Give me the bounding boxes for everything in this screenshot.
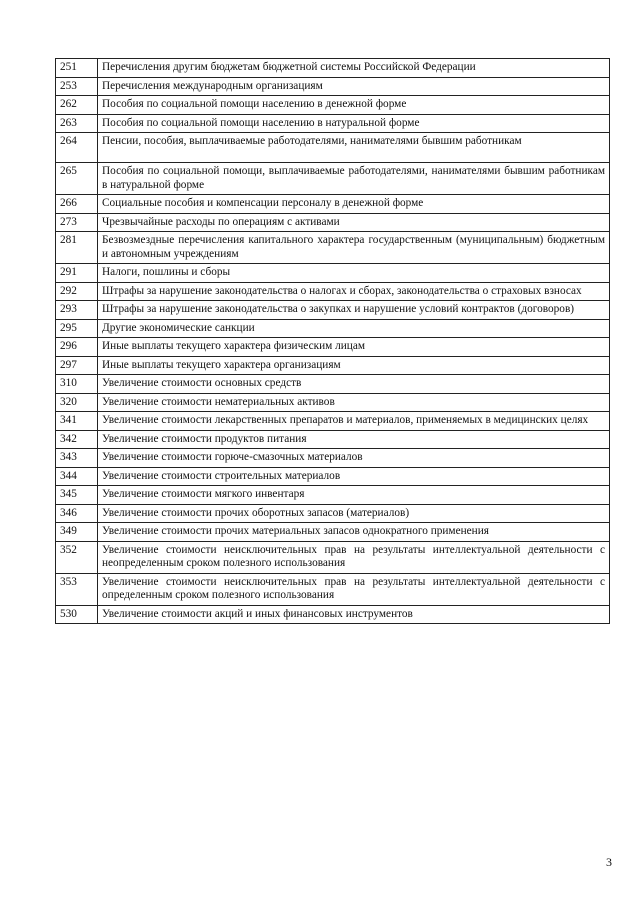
table-row — [56, 264, 610, 283]
row-code: 295 — [56, 319, 98, 338]
row-code: 530 — [56, 605, 98, 624]
row-description: Перечисления другим бюджетам бюджетной системы Российской Федерации — [98, 59, 610, 78]
table-row — [56, 163, 610, 195]
row-code: 263 — [56, 114, 98, 133]
row-description: Увеличение стоимости лекарственных препаратов и материалов, применяемых в медицинских целях — [98, 412, 610, 431]
row-code: 293 — [56, 301, 98, 320]
page-number: 3 — [606, 855, 612, 869]
table-row — [56, 605, 610, 624]
table-row — [56, 541, 610, 573]
row-code: 346 — [56, 504, 98, 523]
row-code: 292 — [56, 282, 98, 301]
row-code: 291 — [56, 264, 98, 283]
table-row — [56, 301, 610, 320]
table-row — [56, 393, 610, 412]
table-row — [56, 338, 610, 357]
row-description: Пенсии, пособия, выплачиваемые работодателями, нанимателями бывшим работникам — [98, 133, 610, 163]
row-description: Увеличение стоимости прочих материальных запасов однократного применения — [98, 523, 610, 542]
row-description: Налоги, пошлины и сборы — [98, 264, 610, 283]
row-description: Увеличение стоимости горюче-смазочных материалов — [98, 449, 610, 468]
row-description: Безвозмездные перечисления капитального характера государственным (муниципальным) бюджетным и автономным учреждениям — [98, 232, 610, 264]
row-description: Увеличение стоимости основных средств — [98, 375, 610, 394]
row-description: Увеличение стоимости неисключительных прав на результаты интеллектуальной деятельности с определенным сроком полезного использования — [98, 573, 610, 605]
table-row — [56, 356, 610, 375]
row-description: Чрезвычайные расходы по операциям с активами — [98, 213, 610, 232]
codes-table — [55, 58, 610, 624]
codes-table-body — [56, 59, 610, 624]
row-code: 349 — [56, 523, 98, 542]
table-row — [56, 133, 610, 163]
row-code: 251 — [56, 59, 98, 78]
row-description: Пособия по социальной помощи населению в натуральной форме — [98, 114, 610, 133]
row-description: Другие экономические санкции — [98, 319, 610, 338]
table-row — [56, 232, 610, 264]
table-row — [56, 96, 610, 115]
row-code: 296 — [56, 338, 98, 357]
row-code: 253 — [56, 77, 98, 96]
table-row — [56, 504, 610, 523]
table-row — [56, 412, 610, 431]
table-row — [56, 282, 610, 301]
table-row — [56, 195, 610, 214]
table-row — [56, 77, 610, 96]
row-code: 352 — [56, 541, 98, 573]
row-code: 297 — [56, 356, 98, 375]
row-code: 266 — [56, 195, 98, 214]
row-code: 343 — [56, 449, 98, 468]
table-row — [56, 59, 610, 78]
table-row — [56, 114, 610, 133]
row-code: 320 — [56, 393, 98, 412]
row-code: 265 — [56, 163, 98, 195]
table-row — [56, 213, 610, 232]
row-description: Увеличение стоимости прочих оборотных запасов (материалов) — [98, 504, 610, 523]
row-code: 310 — [56, 375, 98, 394]
row-code: 341 — [56, 412, 98, 431]
row-description: Иные выплаты текущего характера физическим лицам — [98, 338, 610, 357]
table-row — [56, 467, 610, 486]
row-description: Социальные пособия и компенсации персоналу в денежной форме — [98, 195, 610, 214]
row-description: Пособия по социальной помощи населению в денежной форме — [98, 96, 610, 115]
row-code: 342 — [56, 430, 98, 449]
row-description: Увеличение стоимости строительных материалов — [98, 467, 610, 486]
row-code: 353 — [56, 573, 98, 605]
row-code: 344 — [56, 467, 98, 486]
table-row — [56, 449, 610, 468]
row-description: Штрафы за нарушение законодательства о налогах и сборах, законодательства о страховых взносах — [98, 282, 610, 301]
row-description: Перечисления международным организациям — [98, 77, 610, 96]
row-code: 273 — [56, 213, 98, 232]
row-description: Штрафы за нарушение законодательства о закупках и нарушение условий контрактов (договоров) — [98, 301, 610, 320]
row-description: Увеличение стоимости нематериальных активов — [98, 393, 610, 412]
row-description: Увеличение стоимости неисключительных прав на результаты интеллектуальной деятельности с неопределенным сроком полезного использования — [98, 541, 610, 573]
table-row — [56, 430, 610, 449]
row-code: 281 — [56, 232, 98, 264]
row-code: 264 — [56, 133, 98, 163]
row-description: Увеличение стоимости акций и иных финансовых инструментов — [98, 605, 610, 624]
row-description: Увеличение стоимости мягкого инвентаря — [98, 486, 610, 505]
row-code: 345 — [56, 486, 98, 505]
table-row — [56, 573, 610, 605]
table-row — [56, 319, 610, 338]
table-row — [56, 486, 610, 505]
row-description: Увеличение стоимости продуктов питания — [98, 430, 610, 449]
row-code: 262 — [56, 96, 98, 115]
row-description: Иные выплаты текущего характера организациям — [98, 356, 610, 375]
row-description: Пособия по социальной помощи, выплачиваемые работодателями, нанимателями бывшим работникам в натуральной форме — [98, 163, 610, 195]
table-row — [56, 375, 610, 394]
table-row — [56, 523, 610, 542]
